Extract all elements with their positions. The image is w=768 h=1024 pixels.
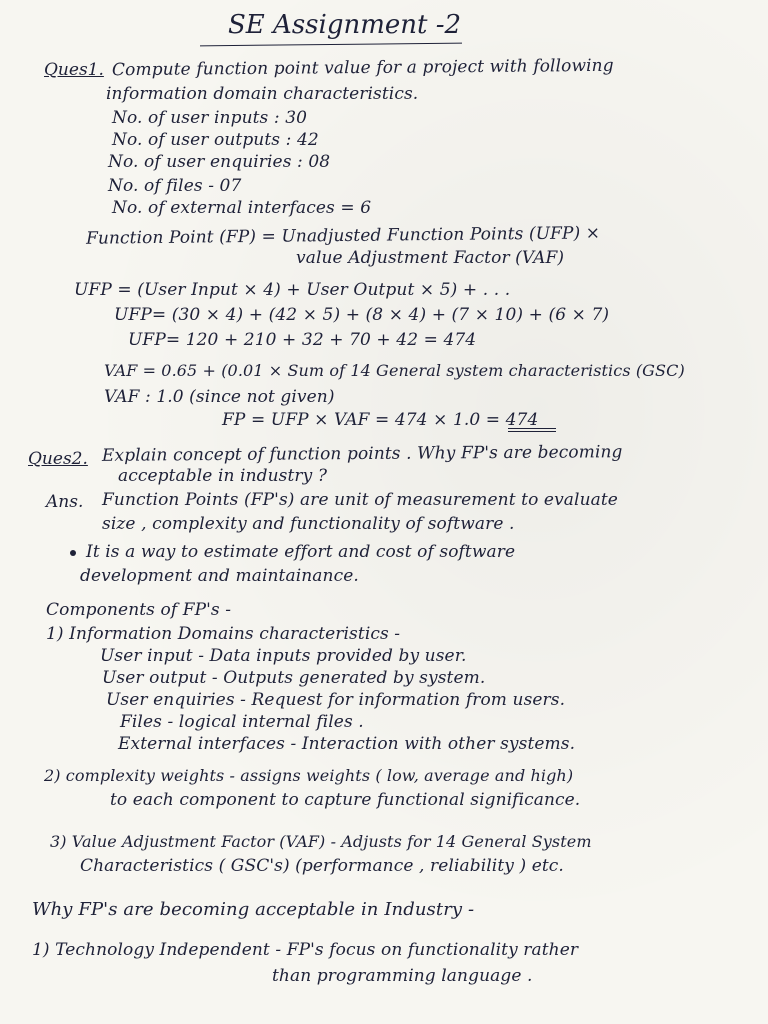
component-1-user-enquiries: User enquiries - Request for information from users. — [106, 690, 566, 710]
why-1-line-1: 1) Technology Independent - FP's focus on functionality rather — [32, 940, 579, 960]
why-heading: Why FP's are becoming acceptable in Industry - — [32, 899, 475, 920]
q1-value-user-enquiries: No. of user enquiries : 08 — [108, 152, 331, 172]
answer-label: Ans. — [46, 492, 84, 512]
component-1-files: Files - logical internal files . — [120, 712, 364, 732]
component-3-line-2: Characteristics ( GSC's) (performance , reliability ) etc. — [80, 856, 564, 876]
bullet-line-1 — [70, 542, 515, 562]
q1-value-user-inputs: No. of user inputs : 30 — [112, 108, 308, 128]
why-1-line-2: than programming language . — [272, 966, 533, 986]
ufp-sum-line: UFP= 120 + 210 + 32 + 70 + 42 = 474 — [128, 330, 477, 350]
bullet-text: It is a way to estimate effort and cost of software — [86, 542, 516, 562]
question-2-label: Ques2. — [28, 449, 88, 469]
components-heading: Components of FP's - — [46, 600, 232, 620]
title-underline — [200, 43, 462, 47]
answer-underline-double — [508, 431, 556, 432]
bullet-line-2: development and maintainance. — [80, 566, 359, 586]
component-1-external-interfaces: External interfaces - Interaction with other systems. — [118, 734, 576, 754]
vaf-value-line: VAF : 1.0 (since not given) — [104, 387, 335, 407]
fp-definition-line-1: Function Point (FP) = Unadjusted Function Points (UFP) × — [85, 223, 601, 249]
page-title: SE Assignment -2 — [228, 10, 462, 40]
component-1-user-input: User input - Data inputs provided by user. — [100, 646, 467, 666]
question-2-prompt-line-2: acceptable in industry ? — [118, 466, 328, 486]
q1-value-user-outputs: No. of user outputs : 42 — [112, 130, 319, 150]
component-1-user-output: User output - Outputs generated by system. — [102, 668, 486, 688]
answer-line-1: Function Points (FP's) are unit of measurement to evaluate — [102, 490, 618, 510]
q1-value-files: No. of files - 07 — [108, 176, 242, 196]
ufp-formula-line: UFP = (User Input × 4) + User Output × 5) + . . . — [74, 280, 511, 300]
bullet-dot — [70, 550, 76, 556]
question-1-label: Ques1. — [44, 60, 104, 80]
question-1-prompt-line-1: Compute function point value for a project with following — [111, 55, 614, 81]
fp-definition-line-2: value Adjustment Factor (VAF) — [296, 248, 565, 268]
component-3-line-1: 3) Value Adjustment Factor (VAF) - Adjusts for 14 General System — [50, 832, 592, 851]
vaf-formula-line: VAF = 0.65 + (0.01 × Sum of 14 General system characteristics (GSC) — [104, 361, 685, 380]
answer-line-2: size , complexity and functionality of software . — [102, 514, 515, 534]
component-2-line-2: to each component to capture functional significance. — [110, 790, 581, 810]
question-1-prompt-line-2: information domain characteristics. — [106, 84, 419, 104]
component-1-heading: 1) Information Domains characteristics - — [46, 624, 401, 644]
answer-underline — [508, 428, 556, 429]
q1-value-external-interfaces: No. of external interfaces = 6 — [112, 198, 372, 218]
fp-result-line: FP = UFP × VAF = 474 × 1.0 = 474 — [222, 410, 539, 430]
component-2-line-1: 2) complexity weights - assigns weights ( low, average and high) — [44, 766, 574, 785]
ufp-substitution-line: UFP= (30 × 4) + (42 × 5) + (8 × 4) + (7 × 10) + (6 × 7) — [114, 305, 610, 325]
question-2-prompt-line-1: Explain concept of function points . Why FP's are becoming — [101, 442, 623, 466]
